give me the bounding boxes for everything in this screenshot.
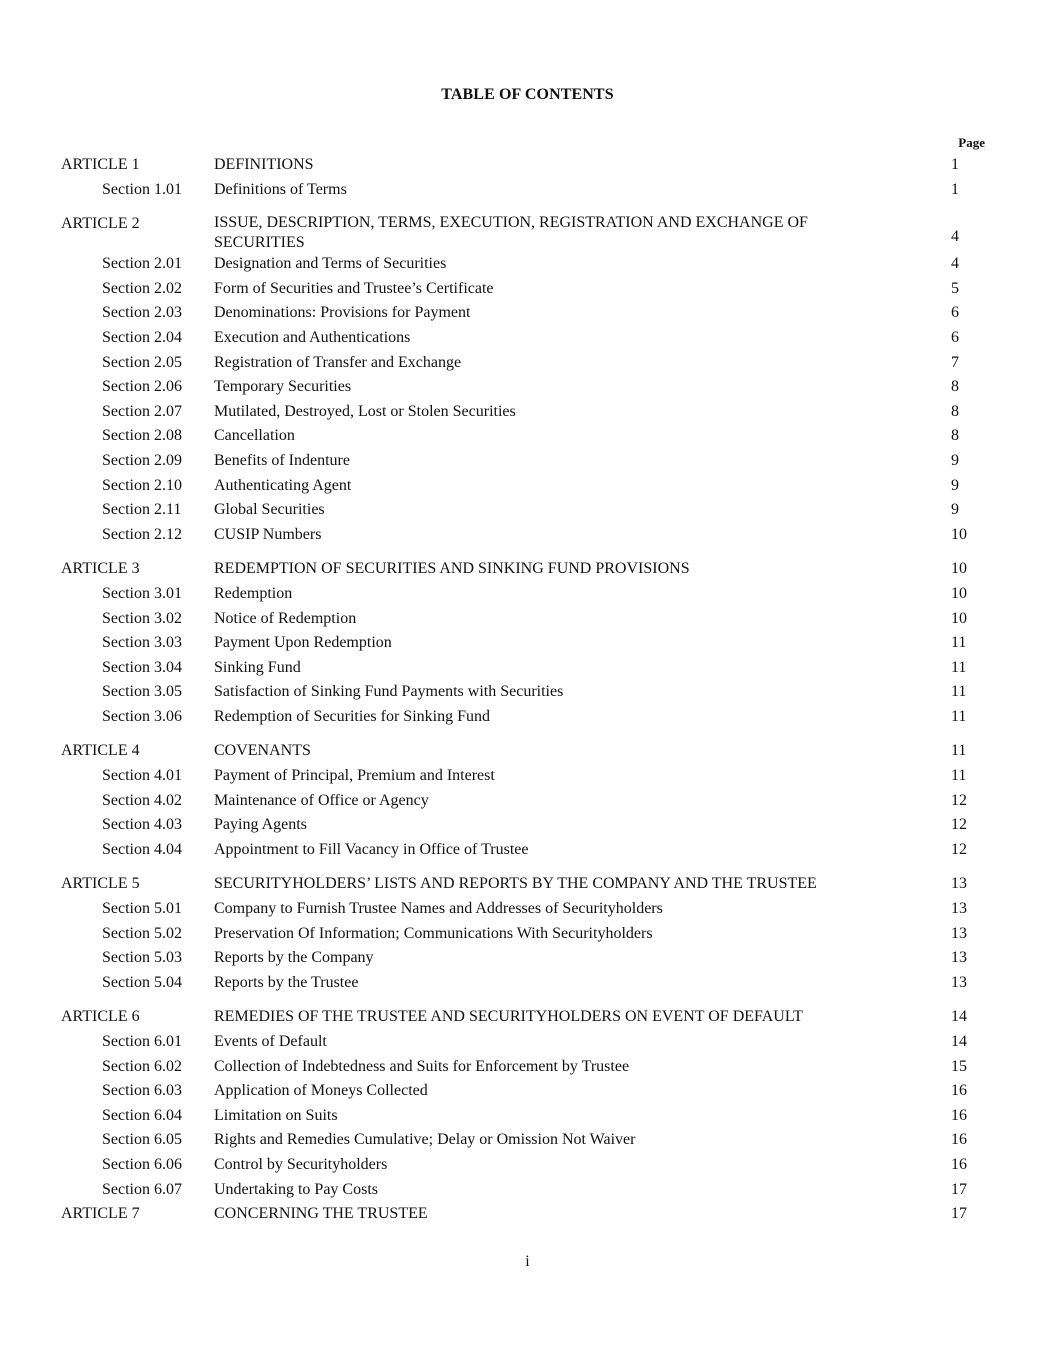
toc-section-row [0, 351, 1055, 376]
page-number: 9 [951, 476, 959, 494]
page-number: 7 [951, 353, 959, 371]
section-title: Execution and Authentications [214, 328, 411, 346]
toc-section-row [0, 424, 1055, 449]
toc-article-row [0, 739, 1055, 764]
page-number: 11 [951, 767, 967, 785]
toc-section-row [0, 449, 1055, 474]
section-label: Section 2.04 [102, 328, 182, 346]
section-label: Section 3.04 [102, 658, 182, 676]
toc-section-row [0, 1128, 1055, 1153]
page-number: 10 [951, 525, 967, 543]
page-number: 4 [951, 255, 959, 273]
section-label: Section 6.01 [102, 1033, 182, 1050]
section-title: Form of Securities and Trustee’s Certificate [214, 279, 494, 297]
section-title: Satisfaction of Sinking Fund Payments with Securities [214, 683, 564, 701]
toc-section-row [0, 277, 1055, 302]
section-label: Section 3.02 [102, 609, 182, 627]
page-number: 13 [951, 949, 967, 967]
page-number: 5 [951, 279, 959, 297]
page-number: 15 [951, 1057, 967, 1075]
toc-section-row [0, 474, 1055, 499]
toc-section-row [0, 656, 1055, 681]
section-title: Authenticating Agent [214, 476, 352, 494]
section-label: Section 3.03 [102, 634, 182, 652]
section-label: Section 2.02 [102, 279, 182, 297]
toc-section-row [0, 946, 1055, 971]
page-number: 10 [951, 560, 967, 578]
article-title: REDEMPTION OF SECURITIES AND SINKING FUND PROVISIONS [214, 560, 690, 578]
section-title: Notice of Redemption [214, 609, 357, 627]
toc-section-row [0, 400, 1055, 425]
section-title: Sinking Fund [214, 658, 301, 676]
article-label: ARTICLE 3 [61, 560, 140, 578]
toc-section-row [0, 582, 1055, 607]
section-label: Section 6.02 [102, 1057, 182, 1075]
section-title: Mutilated, Destroyed, Lost or Stolen Securities [214, 402, 516, 420]
section-title: Appointment to Fill Vacancy in Office of Trustee [214, 840, 529, 858]
section-title: Denominations: Provisions for Payment [214, 304, 471, 322]
section-title: Rights and Remedies Cumulative; Delay or Omission Not Waiver [214, 1131, 636, 1149]
page-number: 11 [951, 683, 967, 701]
section-title: CUSIP Numbers [214, 525, 322, 543]
section-label: Section 6.06 [102, 1155, 182, 1173]
toc-article-row [0, 1202, 1055, 1227]
page-number: 6 [951, 304, 959, 322]
section-title: Maintenance of Office or Agency [214, 791, 429, 809]
toc-section-row [0, 607, 1055, 632]
toc-section-row [0, 523, 1055, 548]
toc-section-row [0, 1178, 1055, 1203]
page-number: 14 [951, 1008, 967, 1026]
page-number: 12 [951, 816, 967, 834]
page-number: 9 [951, 451, 959, 469]
toc-list [0, 153, 1055, 1227]
page-number: 10 [951, 609, 967, 627]
page-number: 1 [951, 180, 959, 198]
toc-section-row [0, 922, 1055, 947]
page-number: 13 [951, 973, 967, 991]
page-number: 6 [951, 328, 959, 346]
section-title: Benefits of Indenture [214, 451, 350, 469]
article-title: SECURITYHOLDERS’ LISTS AND REPORTS BY THE COMPANY AND THE TRUSTEE [214, 875, 817, 893]
page-number: 11 [951, 634, 967, 652]
page-number: 16 [951, 1131, 967, 1149]
section-label: Section 4.02 [102, 791, 182, 809]
article-title: ISSUE, DESCRIPTION, TERMS, EXECUTION, REGISTRATION AND EXCHANGE OF SECURITIES [214, 214, 808, 252]
page-number: 17 [951, 1205, 967, 1223]
section-title: Redemption of Securities for Sinking Fund [214, 707, 490, 725]
section-title: Company to Furnish Trustee Names and Addresses of Securityholders [214, 900, 663, 918]
article-label: ARTICLE 5 [61, 875, 140, 893]
page-number: 8 [951, 378, 959, 396]
section-title: Preservation Of Information; Communications With Securityholders [214, 924, 653, 942]
section-label: Section 6.05 [102, 1131, 182, 1149]
section-title: Registration of Transfer and Exchange [214, 353, 462, 371]
toc-section-row [0, 1153, 1055, 1178]
section-title: Payment Upon Redemption [214, 634, 392, 652]
section-title: Application of Moneys Collected [214, 1082, 428, 1100]
page-number: 10 [951, 584, 967, 602]
section-title: Paying Agents [214, 816, 307, 834]
toc-section-row [0, 301, 1055, 326]
section-label: Section 4.01 [102, 767, 182, 785]
page-number: 16 [951, 1106, 967, 1124]
article-title: REMEDIES OF THE TRUSTEE AND SECURITYHOLDERS ON EVENT OF DEFAULT [214, 1008, 803, 1026]
page-column-header: Page [958, 135, 985, 150]
toc-section-row [0, 764, 1055, 789]
section-title: Payment of Principal, Premium and Interest [214, 767, 495, 785]
toc-section-row [0, 838, 1055, 863]
article-title: DEFINITIONS [214, 156, 314, 173]
section-label: Section 2.10 [102, 476, 182, 494]
section-title: Global Securities [214, 501, 325, 519]
section-label: Section 2.07 [102, 402, 182, 420]
toc-section-row [0, 789, 1055, 814]
toc-section-row [0, 897, 1055, 922]
page-number: 1 [951, 156, 959, 173]
page-number: 14 [951, 1033, 967, 1050]
page-number: 12 [951, 791, 967, 809]
toc-section-row [0, 1104, 1055, 1129]
toc-title: TABLE OF CONTENTS [441, 86, 614, 103]
article-label: ARTICLE 7 [61, 1205, 140, 1223]
page-number: 8 [951, 402, 959, 420]
toc-section-row [0, 705, 1055, 730]
article-label: ARTICLE 6 [61, 1008, 140, 1026]
toc-section-row [0, 813, 1055, 838]
section-title: Temporary Securities [214, 378, 352, 396]
section-label: Section 3.06 [102, 707, 182, 725]
page-number: 16 [951, 1155, 967, 1173]
section-title: Events of Default [214, 1033, 327, 1050]
section-title: Cancellation [214, 427, 295, 445]
article-label: ARTICLE 2 [61, 215, 140, 233]
page-number: 12 [951, 840, 967, 858]
section-label: Section 2.05 [102, 353, 182, 371]
toc-section-row [0, 971, 1055, 996]
toc-section-row [0, 1079, 1055, 1104]
toc-article-row [0, 212, 1055, 252]
section-label: Section 2.12 [102, 525, 182, 543]
section-label: Section 2.08 [102, 427, 182, 445]
section-label: Section 2.09 [102, 451, 182, 469]
page-number: 16 [951, 1082, 967, 1100]
article-label: ARTICLE 4 [61, 742, 140, 760]
section-label: Section 2.01 [102, 255, 182, 273]
page-number: 13 [951, 900, 967, 918]
section-title: Reports by the Company [214, 949, 374, 967]
footer-page-number: i [525, 1253, 530, 1270]
section-title: Undertaking to Pay Costs [214, 1180, 378, 1198]
section-label: Section 4.03 [102, 816, 182, 834]
section-label: Section 6.04 [102, 1106, 182, 1124]
section-label: Section 3.01 [102, 584, 182, 602]
section-label: Section 2.06 [102, 378, 182, 396]
section-title: Reports by the Trustee [214, 973, 359, 991]
article-label: ARTICLE 1 [61, 156, 140, 173]
toc-section-row [0, 1055, 1055, 1080]
section-title: Designation and Terms of Securities [214, 255, 447, 273]
page-number: 4 [951, 228, 959, 246]
section-title: Redemption [214, 584, 293, 602]
section-label: Section 5.02 [102, 924, 182, 942]
page-number: 11 [951, 742, 967, 760]
page-number: 11 [951, 658, 967, 676]
page-number: 9 [951, 501, 959, 519]
toc-article-row [0, 557, 1055, 582]
section-title: Control by Securityholders [214, 1155, 388, 1173]
section-label: Section 5.01 [102, 900, 182, 918]
toc-section-row [0, 375, 1055, 400]
page-number: 8 [951, 427, 959, 445]
section-label: Section 1.01 [102, 180, 182, 198]
toc-section-row [0, 252, 1055, 277]
section-title: Limitation on Suits [214, 1106, 338, 1124]
section-label: Section 6.07 [102, 1180, 182, 1198]
toc-section-row [0, 631, 1055, 656]
section-label: Section 2.11 [102, 501, 182, 519]
page-number: 11 [951, 707, 967, 725]
section-title: Definitions of Terms [214, 180, 347, 198]
toc-article-row [0, 872, 1055, 897]
toc-section-row [0, 498, 1055, 523]
section-label: Section 5.04 [102, 973, 182, 991]
section-title: Collection of Indebtedness and Suits for Enforcement by Trustee [214, 1057, 630, 1075]
page-number: 17 [951, 1180, 967, 1198]
section-label: Section 4.04 [102, 840, 182, 858]
section-label: Section 6.03 [102, 1082, 182, 1100]
toc-section-row [0, 178, 1055, 203]
toc-section-row [0, 680, 1055, 705]
article-title: COVENANTS [214, 742, 311, 760]
section-label: Section 5.03 [102, 949, 182, 967]
toc-article-row [0, 153, 1055, 178]
section-label: Section 2.03 [102, 304, 182, 322]
toc-section-row [0, 1030, 1055, 1055]
toc-section-row [0, 326, 1055, 351]
article-title: CONCERNING THE TRUSTEE [214, 1205, 428, 1223]
page-number: 13 [951, 875, 967, 893]
section-label: Section 3.05 [102, 683, 182, 701]
page-number: 13 [951, 924, 967, 942]
toc-article-row [0, 1005, 1055, 1030]
